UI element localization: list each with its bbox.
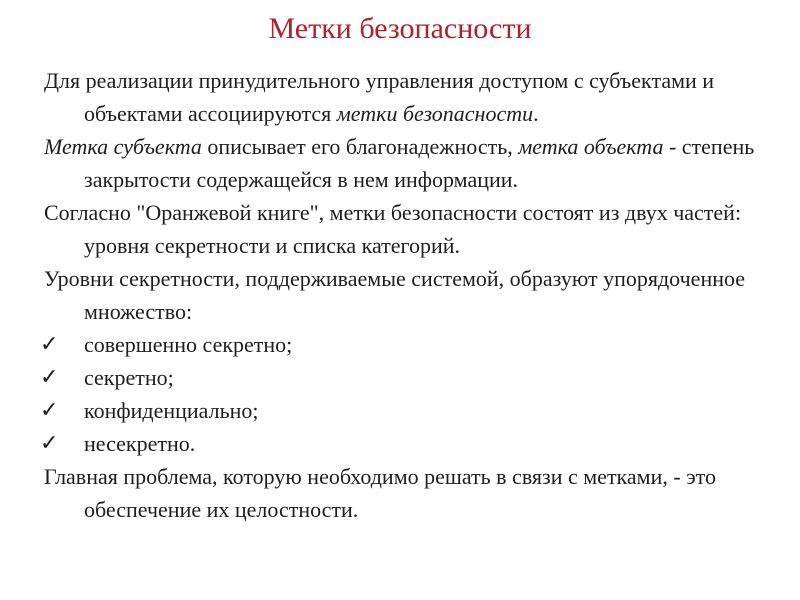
paragraph-subject-object-labels: [44, 130, 778, 196]
paragraph-main-problem: [44, 460, 778, 526]
paragraph-secrecy-levels: [44, 262, 778, 328]
checkmark-icon: ✓: [40, 332, 59, 357]
list-item: [40, 394, 778, 427]
italic-run: метки безопасности: [336, 101, 534, 126]
text-run: Главная проблема, которую необходимо решать в связи с метками, - это обеспечение их целостности.: [44, 464, 716, 522]
paragraph-orange-book: [44, 196, 778, 262]
text-run: .: [533, 101, 539, 126]
checkmark-icon: ✓: [40, 398, 59, 423]
bullet-text: несекретно.: [84, 431, 196, 456]
checkmark-icon: ✓: [40, 431, 59, 456]
text-run: Для реализации принудительного управления доступом с субъектами и объектами ассоциируются: [44, 68, 715, 126]
list-item: [40, 361, 778, 394]
checkmark-icon: ✓: [40, 365, 59, 390]
slide-body: [0, 64, 800, 526]
italic-run: Метка субъекта: [44, 134, 202, 159]
bullet-text: совершенно секретно;: [84, 332, 293, 357]
secrecy-levels-list: [40, 328, 778, 460]
list-item: [40, 427, 778, 460]
bullet-text: секретно;: [84, 365, 174, 390]
text-run: - степень закрытости содержащейся в нем информации.: [84, 134, 755, 192]
bullet-text: конфиденциально;: [84, 398, 259, 423]
text-run: Уровни секретности, поддерживаемые системой, образуют упорядоченное множество:: [44, 266, 746, 324]
paragraph-access-control: [44, 64, 778, 130]
text-run: описывает его благонадежность,: [201, 134, 519, 159]
slide-title: Метки безопасности: [268, 12, 532, 45]
text-run: Согласно "Оранжевой книге", метки безопасности состоят из двух частей: уровня секретности и списка категорий.: [44, 200, 742, 258]
italic-run: метка объекта: [518, 134, 664, 159]
list-item: [40, 328, 778, 361]
